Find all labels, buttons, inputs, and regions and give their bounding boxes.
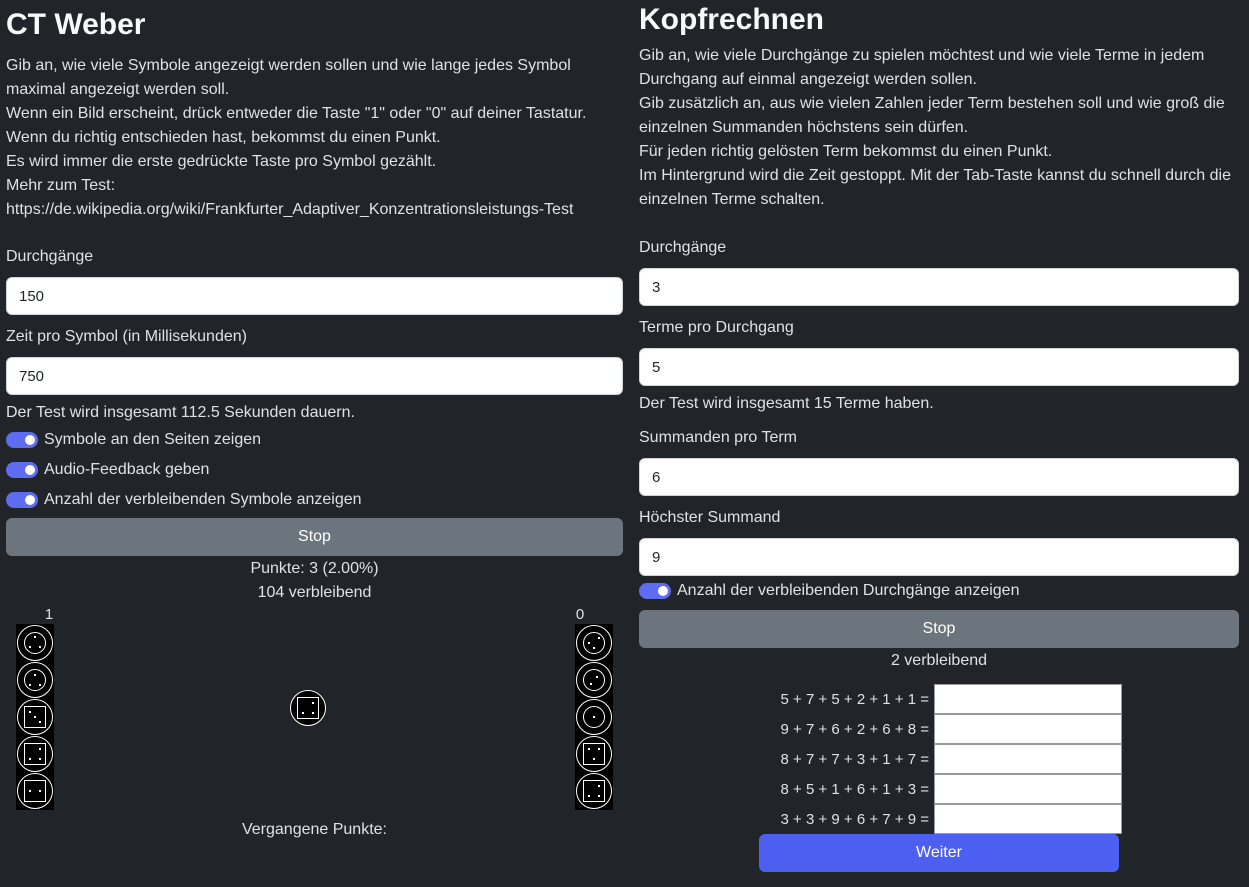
- term-answer-input[interactable]: [934, 774, 1122, 804]
- rounds-label: Durchgänge: [6, 248, 94, 265]
- symbol-square-three-dots: [576, 773, 612, 809]
- toggle-switch[interactable]: [639, 583, 671, 599]
- symbol-square-three-dots: [17, 699, 53, 735]
- kopfrechnen-panel: [639, 0, 1239, 861]
- description-line: Gib an, wie viele Symbole angezeigt werden sollen und wie lange jedes Symbol maximal angezeigt werden soll.: [6, 57, 571, 98]
- symbol-square-three-dots: [576, 736, 612, 772]
- max-summand-input[interactable]: [639, 538, 1239, 576]
- toggle-remaining-rounds[interactable]: [639, 576, 1239, 606]
- toggle-switch[interactable]: [6, 462, 38, 478]
- stop-button[interactable]: Stop: [639, 610, 1239, 648]
- description-line: Für jeden richtig gelösten Term bekommst du einen Punkt.: [639, 143, 1053, 160]
- term-row: [759, 684, 1122, 714]
- time-per-symbol-input[interactable]: [6, 357, 623, 395]
- rounds-label: Durchgänge: [639, 239, 727, 256]
- symbol-square-three-dots: [17, 736, 53, 772]
- terms-per-round-input[interactable]: [639, 348, 1239, 386]
- term-expression: 3 + 3 + 9 + 6 + 7 + 9 =: [780, 810, 929, 828]
- rounds-input[interactable]: [6, 277, 623, 315]
- current-symbol: [290, 690, 326, 726]
- score-text: Punkte: 3 (2.00%): [250, 560, 379, 577]
- symbol-square-two-dots: [17, 773, 53, 809]
- summands-per-term-label: Summanden pro Term: [639, 429, 797, 446]
- toggle-switch[interactable]: [6, 432, 38, 448]
- symbol-circle-three-dots: [17, 625, 53, 661]
- term-row: [759, 714, 1122, 744]
- toggle-switch[interactable]: [6, 492, 38, 508]
- remaining-text: 104 verbleibend: [257, 584, 372, 601]
- description-line: Es wird immer die erste gedrückte Taste pro Symbol gezählt.: [6, 153, 437, 170]
- wikipedia-link-text: https://de.wikipedia.org/wiki/Frankfurter_Adaptiver_Konzentrationsleistungs-Test: [6, 201, 574, 218]
- ct-weber-panel: [6, 0, 623, 605]
- summands-per-term-input[interactable]: [639, 458, 1239, 496]
- description: [639, 44, 1239, 212]
- symbol-circle-three-dots: [576, 625, 612, 661]
- terms-per-round-label: Terme pro Durchgang: [639, 319, 794, 336]
- term-expression: 9 + 7 + 6 + 2 + 6 + 8 =: [780, 720, 929, 738]
- toggle-label: Anzahl der verbleibenden Symbole anzeigen: [44, 491, 362, 508]
- term-answer-input[interactable]: [934, 684, 1122, 714]
- terms-list: [759, 684, 1122, 834]
- term-row: [759, 774, 1122, 804]
- next-button[interactable]: Weiter: [759, 834, 1119, 872]
- duration-note: Der Test wird insgesamt 112.5 Sekunden dauern.: [6, 404, 355, 421]
- symbol-circle-one-dot: [576, 699, 612, 735]
- term-answer-input[interactable]: [934, 714, 1122, 744]
- term-expression: 8 + 7 + 7 + 3 + 1 + 7 =: [780, 750, 929, 768]
- term-row: [759, 744, 1122, 774]
- symbol-circle-two-dots: [576, 662, 612, 698]
- description-line: Mehr zum Test:: [6, 177, 116, 194]
- max-summand-label: Höchster Summand: [639, 509, 781, 526]
- page-title: Kopfrechnen: [639, 3, 825, 36]
- description-line: Gib zusätzlich an, aus wie vielen Zahlen jeder Term bestehen soll und wie groß die einzelnen Summanden höchstens sein dürfen.: [639, 95, 1225, 136]
- toggle-label: Symbole an den Seiten zeigen: [44, 431, 262, 448]
- term-answer-input[interactable]: [934, 804, 1122, 834]
- stop-button[interactable]: Stop: [6, 518, 623, 556]
- time-per-symbol-label: Zeit pro Symbol (in Millisekunden): [6, 328, 247, 345]
- term-answer-input[interactable]: [934, 744, 1122, 774]
- key-one-label: 1: [44, 606, 54, 623]
- description-line: Im Hintergrund wird die Zeit gestoppt. Mit der Tab-Taste kannst du schnell durch die einzelnen Terme schalten.: [639, 167, 1231, 208]
- right-symbol-column: [575, 624, 613, 810]
- toggle-label: Anzahl der verbleibenden Durchgänge anzeigen: [677, 582, 1020, 599]
- rounds-input[interactable]: [639, 268, 1239, 306]
- key-zero-label: 0: [575, 606, 585, 623]
- past-points-label: Vergangene Punkte:: [241, 821, 387, 838]
- description: [6, 54, 623, 222]
- page-title: CT Weber: [6, 8, 146, 41]
- description-line: Gib an, wie viele Durchgänge zu spielen möchtest und wie viele Terme in jedem Durchgang auf einmal angezeigt werden sollen.: [639, 47, 1205, 88]
- term-expression: 5 + 7 + 5 + 2 + 1 + 1 =: [780, 690, 929, 708]
- toggle-label: Audio-Feedback geben: [44, 461, 210, 478]
- toggle-audio-feedback[interactable]: [6, 455, 623, 485]
- description-line: Wenn du richtig entschieden hast, bekommst du einen Punkt.: [6, 129, 441, 146]
- remaining-text: 2 verbleibend: [890, 652, 988, 669]
- toggle-side-symbols[interactable]: [6, 425, 623, 455]
- left-symbol-column: [16, 624, 54, 810]
- symbol-circle-three-dots: [17, 662, 53, 698]
- terms-note: Der Test wird insgesamt 15 Terme haben.: [639, 395, 934, 412]
- toggle-remaining-symbols[interactable]: [6, 485, 623, 515]
- description-line: Wenn ein Bild erscheint, drück entweder die Taste "1" oder "0" auf deiner Tastatur.: [6, 105, 587, 122]
- term-row: [759, 804, 1122, 834]
- term-expression: 8 + 5 + 1 + 6 + 1 + 3 =: [780, 780, 929, 798]
